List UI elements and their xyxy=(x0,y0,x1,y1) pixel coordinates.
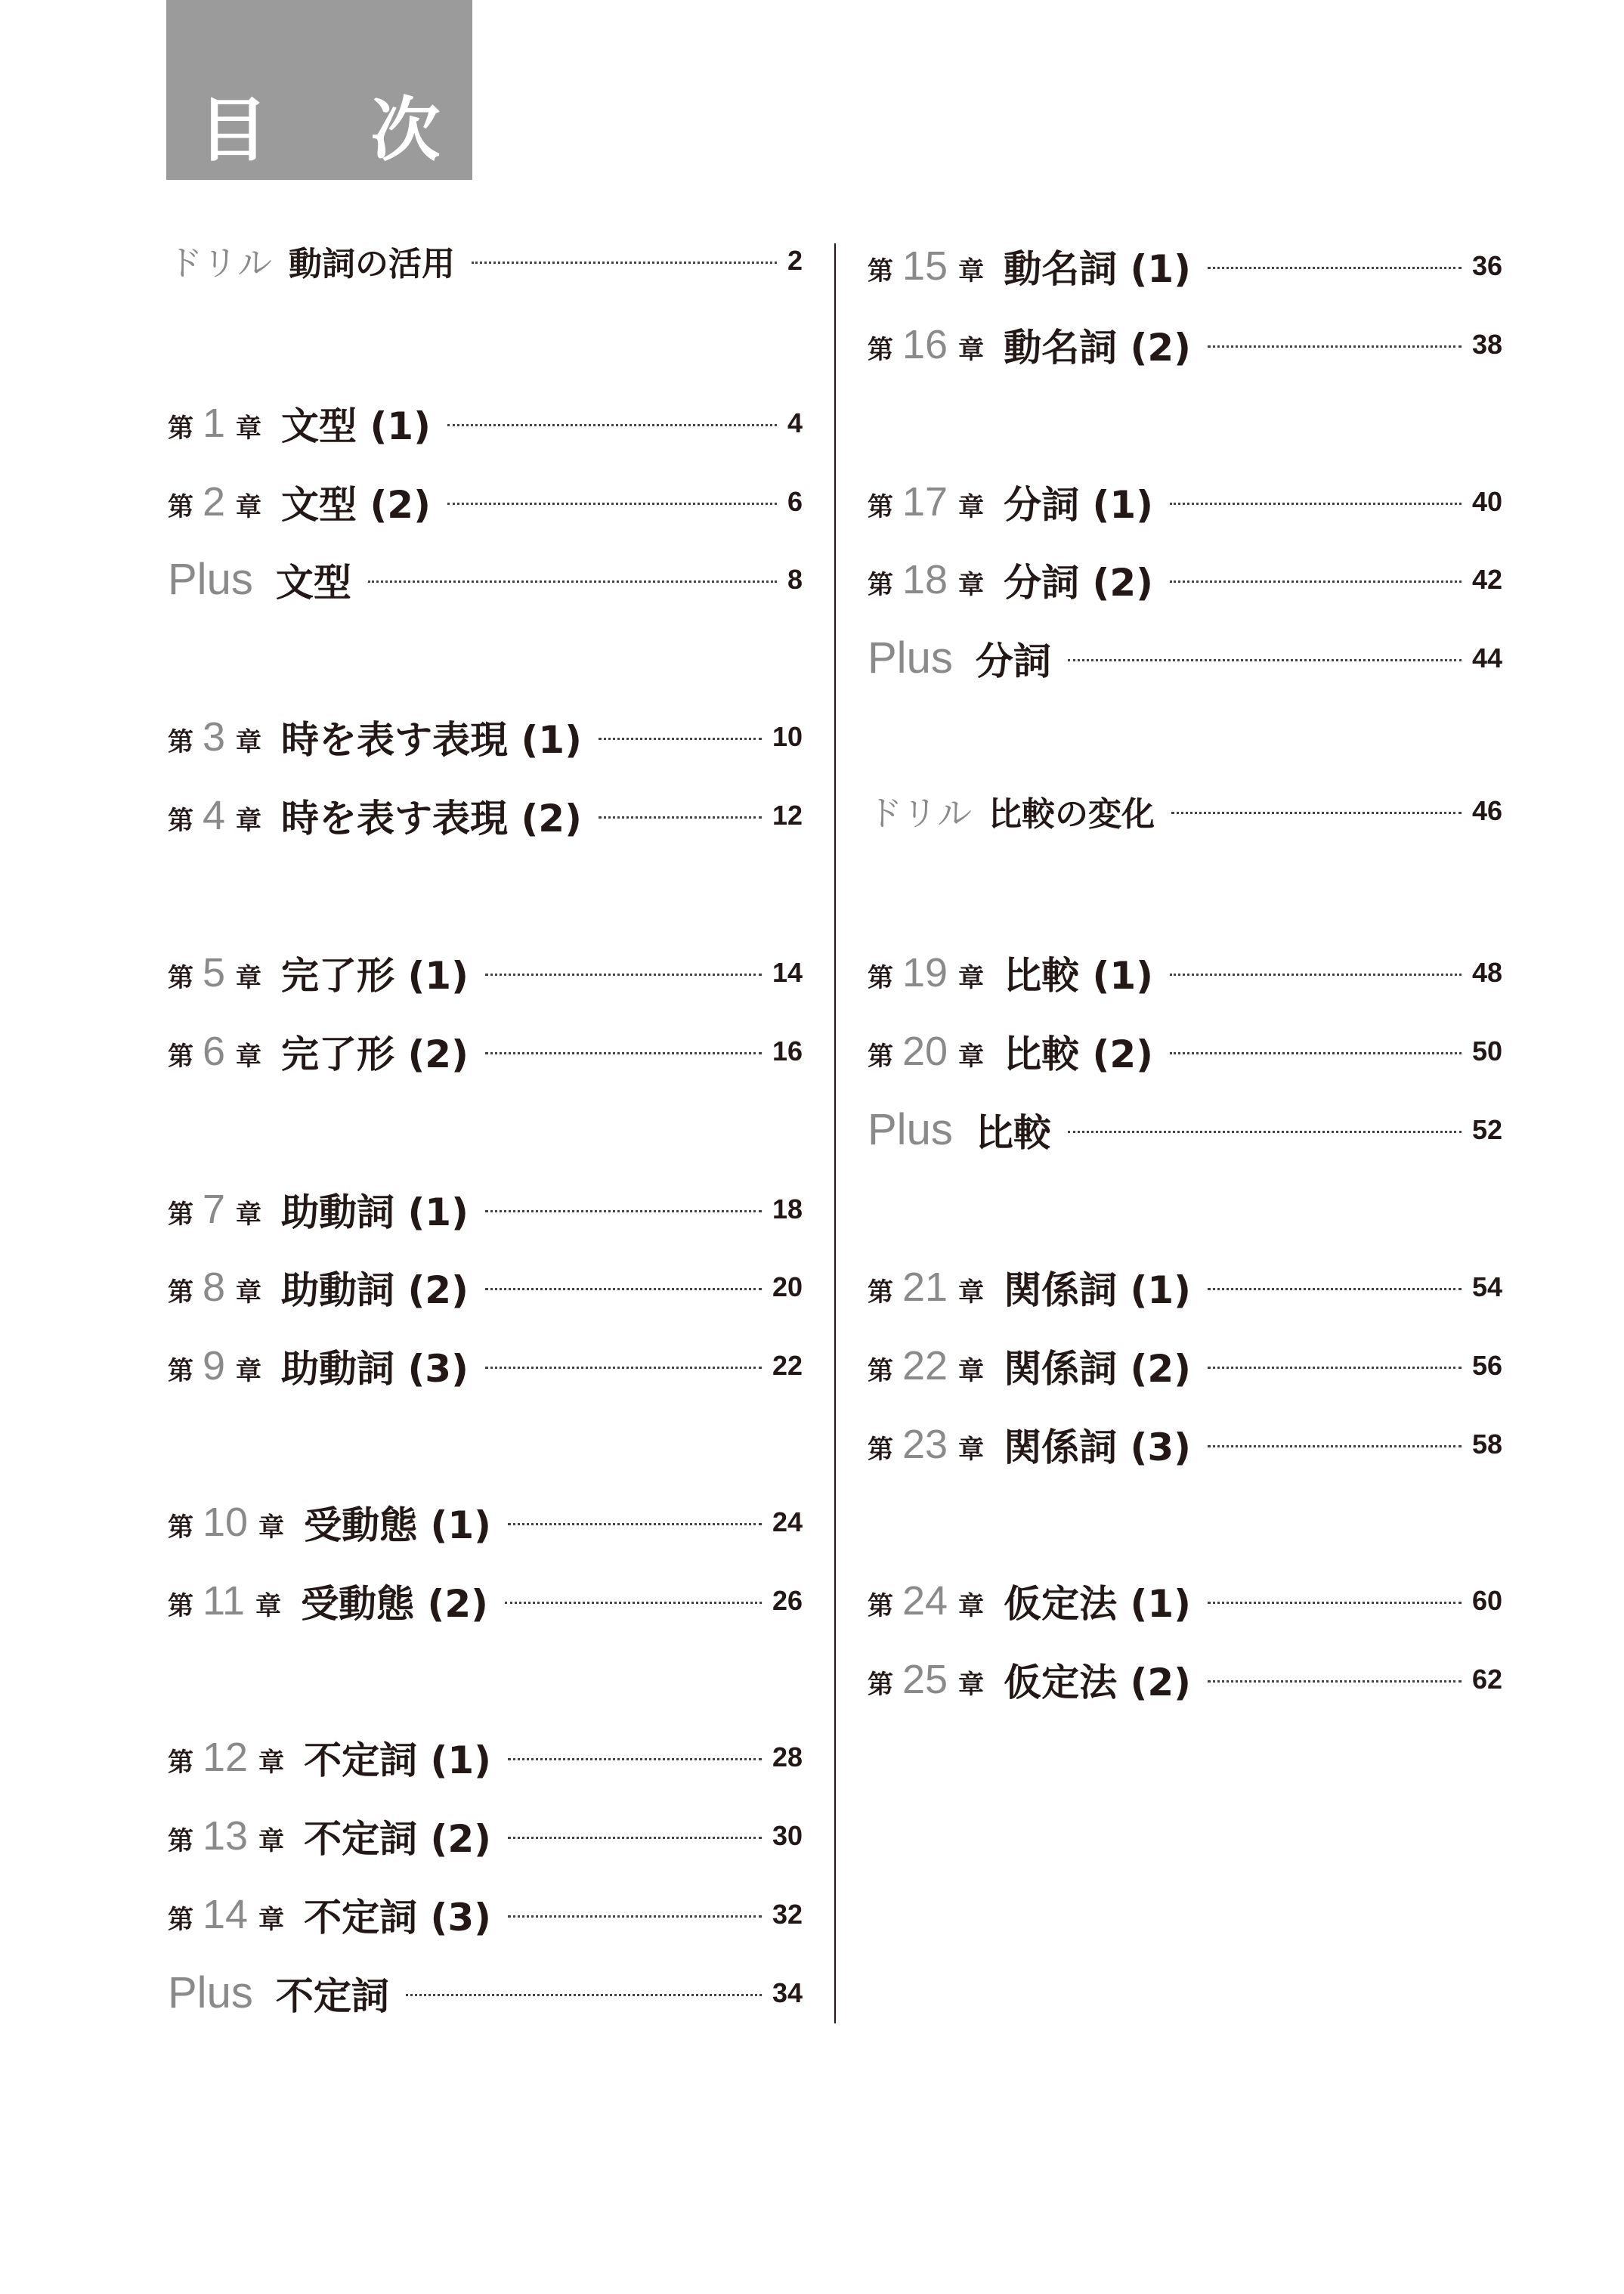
dot-leader xyxy=(485,1210,762,1212)
toc-entry[interactable] xyxy=(168,943,803,1003)
entry-title: 助動詞 (3) xyxy=(281,1347,469,1391)
chapter-number: 7 xyxy=(203,1186,226,1232)
chapter-dai-label: 第 xyxy=(168,1199,193,1230)
entry-title: 動名詞 (2) xyxy=(1004,326,1191,370)
toc-entry[interactable] xyxy=(868,1100,1502,1160)
entry-title: 文型 xyxy=(275,561,351,605)
chapter-number: 6 xyxy=(203,1028,226,1074)
toc-entry[interactable] xyxy=(868,943,1502,1003)
drill-label: ドリル xyxy=(868,793,972,834)
dot-leader xyxy=(1208,345,1462,348)
chapter-sho-label: 章 xyxy=(236,1277,262,1308)
dot-leader xyxy=(1208,1367,1462,1369)
entry-title: 比較 (2) xyxy=(1004,1032,1153,1076)
chapter-sho-label: 章 xyxy=(958,569,985,600)
dot-leader xyxy=(1068,1131,1462,1133)
entry-title: 比較 (1) xyxy=(1004,954,1153,998)
chapter-dai-label: 第 xyxy=(868,1041,893,1072)
page-number: 56 xyxy=(1471,1350,1502,1381)
toc-entry[interactable] xyxy=(868,1414,1502,1475)
chapter-number: 20 xyxy=(902,1028,948,1074)
entry-title: 時を表す表現 (1) xyxy=(281,718,582,762)
entry-title: 受動態 (1) xyxy=(304,1503,491,1547)
dot-leader xyxy=(485,1367,762,1369)
toc-entry[interactable] xyxy=(868,472,1502,532)
chapter-number: 12 xyxy=(203,1734,249,1780)
chapter-dai-label: 第 xyxy=(868,255,893,286)
chapter-dai-label: 第 xyxy=(168,1825,193,1856)
toc-entry[interactable] xyxy=(868,1571,1502,1631)
chapter-dai-label: 第 xyxy=(868,1590,893,1621)
entry-title: 受動態 (2) xyxy=(301,1582,488,1626)
dot-leader xyxy=(368,580,777,583)
dot-leader xyxy=(1208,1602,1462,1604)
chapter-sho-label: 章 xyxy=(236,491,262,522)
chapter-number: 11 xyxy=(203,1577,246,1624)
chapter-sho-label: 章 xyxy=(958,962,985,993)
toc-entry[interactable] xyxy=(168,1963,803,2023)
entry-prefix xyxy=(168,714,262,760)
entry-title: 不定詞 xyxy=(275,1974,389,2018)
dot-leader xyxy=(485,1052,762,1054)
entry-prefix xyxy=(868,949,985,995)
dot-leader xyxy=(447,503,777,505)
chapter-dai-label: 第 xyxy=(168,1512,193,1543)
dot-leader xyxy=(485,1288,762,1290)
entry-prefix xyxy=(868,478,985,525)
entry-title: 助動詞 (1) xyxy=(281,1190,469,1234)
entry-prefix xyxy=(868,243,985,289)
dot-leader xyxy=(1208,267,1462,269)
entry-title: 比較 xyxy=(975,1111,1051,1155)
toc-entry[interactable] xyxy=(168,1336,803,1396)
chapter-number: 5 xyxy=(203,949,226,995)
page-number: 22 xyxy=(772,1350,803,1381)
page-number: 26 xyxy=(772,1585,803,1616)
entry-prefix xyxy=(868,786,972,836)
chapter-sho-label: 章 xyxy=(258,1747,285,1778)
chapter-dai-label: 第 xyxy=(868,1434,893,1465)
chapter-sho-label: 章 xyxy=(258,1512,285,1543)
toc-entry[interactable] xyxy=(868,1257,1502,1317)
toc-entry[interactable] xyxy=(868,236,1502,296)
toc-entry[interactable] xyxy=(168,1884,803,1945)
entry-prefix xyxy=(168,1499,285,1545)
entry-prefix xyxy=(868,1421,985,1467)
chapter-dai-label: 第 xyxy=(868,1277,893,1308)
page-number: 58 xyxy=(1471,1429,1502,1460)
chapter-dai-label: 第 xyxy=(868,1355,893,1386)
entry-title: 関係詞 (2) xyxy=(1004,1347,1191,1391)
chapter-sho-label: 章 xyxy=(958,1277,985,1308)
page-number: 38 xyxy=(1471,329,1502,360)
entry-title: 完了形 (2) xyxy=(281,1032,469,1076)
dot-leader xyxy=(508,1837,762,1839)
page-number: 4 xyxy=(787,407,803,438)
page-number: 54 xyxy=(1471,1271,1502,1302)
chapter-number: 2 xyxy=(203,478,226,525)
entry-title: 文型 (1) xyxy=(281,404,431,448)
dot-leader xyxy=(505,1602,762,1604)
entry-prefix xyxy=(868,556,985,602)
chapter-dai-label: 第 xyxy=(168,1041,193,1072)
toc-entry[interactable] xyxy=(868,314,1502,375)
entry-prefix xyxy=(168,236,272,286)
toc-entry[interactable] xyxy=(168,707,803,767)
entry-title: 文型 (2) xyxy=(281,483,431,527)
toc-entry[interactable] xyxy=(168,1806,803,1866)
chapter-sho-label: 章 xyxy=(236,805,262,836)
dot-leader xyxy=(1208,1288,1462,1290)
chapter-dai-label: 第 xyxy=(168,805,193,836)
chapter-dai-label: 第 xyxy=(168,962,193,993)
plus-label: Plus xyxy=(868,1105,953,1154)
chapter-sho-label: 章 xyxy=(958,1355,985,1386)
page-number: 16 xyxy=(772,1036,803,1067)
toc-entry[interactable] xyxy=(168,231,803,291)
toc-entry[interactable] xyxy=(168,472,803,532)
entry-prefix xyxy=(168,1813,285,1859)
entry-title: 関係詞 (1) xyxy=(1004,1268,1191,1312)
chapter-sho-label: 章 xyxy=(958,1434,985,1465)
dot-leader xyxy=(508,1523,762,1525)
entry-title: 動名詞 (1) xyxy=(1004,247,1191,291)
chapter-dai-label: 第 xyxy=(868,334,893,365)
dot-leader xyxy=(1170,580,1462,583)
page-number: 34 xyxy=(772,1977,803,2008)
plus-label: Plus xyxy=(868,633,953,683)
entry-prefix xyxy=(168,555,253,604)
chapter-number: 9 xyxy=(203,1342,226,1388)
chapter-number: 19 xyxy=(902,949,948,995)
chapter-dai-label: 第 xyxy=(168,491,193,522)
entry-prefix xyxy=(168,1577,282,1624)
entry-prefix xyxy=(168,478,262,525)
chapter-dai-label: 第 xyxy=(168,1747,193,1778)
page-number: 46 xyxy=(1471,795,1502,826)
toc-entry[interactable] xyxy=(168,393,803,454)
entry-prefix xyxy=(168,1264,262,1310)
entry-prefix xyxy=(868,1342,985,1388)
chapter-dai-label: 第 xyxy=(868,962,893,993)
toc-entry[interactable] xyxy=(168,1571,803,1631)
chapter-number: 24 xyxy=(902,1577,948,1624)
page-number: 42 xyxy=(1471,564,1502,595)
page-number: 12 xyxy=(772,800,803,831)
chapter-dai-label: 第 xyxy=(168,726,193,757)
page-number: 44 xyxy=(1471,642,1502,673)
dot-leader xyxy=(406,1994,762,1996)
chapter-sho-label: 章 xyxy=(258,1904,285,1935)
chapter-dai-label: 第 xyxy=(168,1355,193,1386)
chapter-number: 1 xyxy=(203,400,226,446)
plus-label: Plus xyxy=(168,1968,253,2017)
dot-leader xyxy=(447,424,777,426)
chapter-sho-label: 章 xyxy=(236,413,262,444)
page-number: 24 xyxy=(772,1506,803,1537)
entry-prefix xyxy=(168,792,262,838)
drill-label: ドリル xyxy=(168,243,272,283)
dot-leader xyxy=(1170,1052,1462,1054)
entry-title: 不定詞 (2) xyxy=(304,1817,491,1861)
toc-entry[interactable] xyxy=(868,628,1502,689)
chapter-dai-label: 第 xyxy=(168,413,193,444)
chapter-number: 8 xyxy=(203,1264,226,1310)
entry-prefix xyxy=(868,1264,985,1310)
entry-title: 助動詞 (2) xyxy=(281,1268,469,1312)
chapter-number: 22 xyxy=(902,1342,948,1388)
chapter-number: 25 xyxy=(902,1656,948,1702)
chapter-number: 15 xyxy=(902,243,948,289)
entry-title: 分詞 (2) xyxy=(1004,561,1153,605)
entry-prefix xyxy=(868,633,953,683)
entry-title: 動詞の活用 xyxy=(289,245,455,283)
dot-leader xyxy=(599,738,762,740)
page-number: 32 xyxy=(772,1899,803,1930)
chapter-dai-label: 第 xyxy=(168,1277,193,1308)
entry-prefix xyxy=(168,1734,285,1780)
dot-leader xyxy=(485,974,762,976)
toc-entry[interactable] xyxy=(168,1492,803,1553)
toc-left-column xyxy=(168,0,803,2294)
chapter-sho-label: 章 xyxy=(958,1590,985,1621)
chapter-dai-label: 第 xyxy=(868,1669,893,1700)
dot-leader xyxy=(472,262,777,264)
page-number: 62 xyxy=(1471,1664,1502,1695)
toc-entry[interactable] xyxy=(168,1727,803,1788)
toc-entry[interactable] xyxy=(168,1257,803,1317)
page-number: 2 xyxy=(787,245,803,276)
page-number: 8 xyxy=(787,564,803,595)
dot-leader xyxy=(1171,812,1462,814)
entry-title: 比較の変化 xyxy=(988,795,1155,834)
chapter-sho-label: 章 xyxy=(236,726,262,757)
chapter-sho-label: 章 xyxy=(255,1590,282,1621)
entry-prefix xyxy=(868,1028,985,1074)
entry-title: 仮定法 (2) xyxy=(1004,1661,1191,1704)
chapter-sho-label: 章 xyxy=(236,1355,262,1386)
column-divider xyxy=(834,243,836,2023)
chapter-number: 4 xyxy=(203,792,226,838)
entry-prefix xyxy=(168,1028,262,1074)
chapter-dai-label: 第 xyxy=(168,1904,193,1935)
chapter-number: 18 xyxy=(902,556,948,602)
chapter-sho-label: 章 xyxy=(258,1825,285,1856)
toc-entry[interactable] xyxy=(868,1649,1502,1710)
page-number: 50 xyxy=(1471,1036,1502,1067)
entry-title: 不定詞 (3) xyxy=(304,1896,491,1940)
toc-entry[interactable] xyxy=(868,1021,1502,1082)
entry-prefix xyxy=(868,1105,953,1154)
entry-prefix xyxy=(168,400,262,446)
entry-title: 分詞 (1) xyxy=(1004,483,1153,527)
entry-title: 仮定法 (1) xyxy=(1004,1582,1191,1626)
page-number: 30 xyxy=(772,1820,803,1851)
entry-title: 関係詞 (3) xyxy=(1004,1426,1191,1469)
entry-prefix xyxy=(168,949,262,995)
entry-prefix xyxy=(168,1968,253,2017)
chapter-sho-label: 章 xyxy=(958,1041,985,1072)
dot-leader xyxy=(508,1915,762,1918)
page-number: 14 xyxy=(772,957,803,988)
entry-title: 不定詞 (1) xyxy=(304,1738,491,1782)
chapter-sho-label: 章 xyxy=(236,1199,262,1230)
chapter-sho-label: 章 xyxy=(236,962,262,993)
chapter-sho-label: 章 xyxy=(236,1041,262,1072)
toc-entry[interactable] xyxy=(168,1021,803,1082)
chapter-sho-label: 章 xyxy=(958,255,985,286)
entry-title: 分詞 xyxy=(975,639,1051,683)
page-number: 60 xyxy=(1471,1585,1502,1616)
toc-entry[interactable] xyxy=(168,550,803,610)
chapter-number: 10 xyxy=(203,1499,249,1545)
chapter-number: 21 xyxy=(902,1264,948,1310)
entry-prefix xyxy=(868,321,985,367)
chapter-dai-label: 第 xyxy=(168,1590,193,1621)
dot-leader xyxy=(1170,974,1462,976)
toc-entry[interactable] xyxy=(868,550,1502,610)
toc-entry[interactable] xyxy=(868,1336,1502,1396)
page-number: 40 xyxy=(1471,486,1502,517)
toc-title: 目 次 xyxy=(198,89,480,171)
page-number: 28 xyxy=(772,1741,803,1772)
toc-right-column xyxy=(868,0,1502,2294)
page-number: 20 xyxy=(772,1271,803,1302)
chapter-sho-label: 章 xyxy=(958,1669,985,1700)
entry-title: 時を表す表現 (2) xyxy=(281,797,582,841)
dot-leader xyxy=(1208,1445,1462,1447)
entry-prefix xyxy=(168,1342,262,1388)
dot-leader xyxy=(1170,503,1462,505)
entry-prefix xyxy=(868,1656,985,1702)
dot-leader xyxy=(599,816,762,819)
page-number: 48 xyxy=(1471,957,1502,988)
page-number: 10 xyxy=(772,721,803,752)
dot-leader xyxy=(1068,659,1462,661)
chapter-dai-label: 第 xyxy=(868,569,893,600)
page-number: 36 xyxy=(1471,250,1502,281)
plus-label: Plus xyxy=(168,555,253,604)
chapter-number: 16 xyxy=(902,321,948,367)
page-number: 18 xyxy=(772,1193,803,1224)
page-number: 52 xyxy=(1471,1114,1502,1145)
entry-prefix xyxy=(168,1891,285,1937)
chapter-sho-label: 章 xyxy=(958,334,985,365)
toc-entry[interactable] xyxy=(168,1179,803,1240)
chapter-number: 3 xyxy=(203,714,226,760)
dot-leader xyxy=(1208,1680,1462,1683)
chapter-number: 23 xyxy=(902,1421,948,1467)
entry-title: 完了形 (1) xyxy=(281,954,469,998)
chapter-sho-label: 章 xyxy=(958,491,985,522)
toc-entry[interactable] xyxy=(168,785,803,846)
chapter-number: 13 xyxy=(203,1813,249,1859)
toc-entry[interactable] xyxy=(868,781,1502,841)
chapter-dai-label: 第 xyxy=(868,491,893,522)
dot-leader xyxy=(508,1758,762,1760)
entry-prefix xyxy=(168,1186,262,1232)
chapter-number: 14 xyxy=(203,1891,249,1937)
page-number: 6 xyxy=(787,486,803,517)
entry-prefix xyxy=(868,1577,985,1624)
chapter-number: 17 xyxy=(902,478,948,525)
